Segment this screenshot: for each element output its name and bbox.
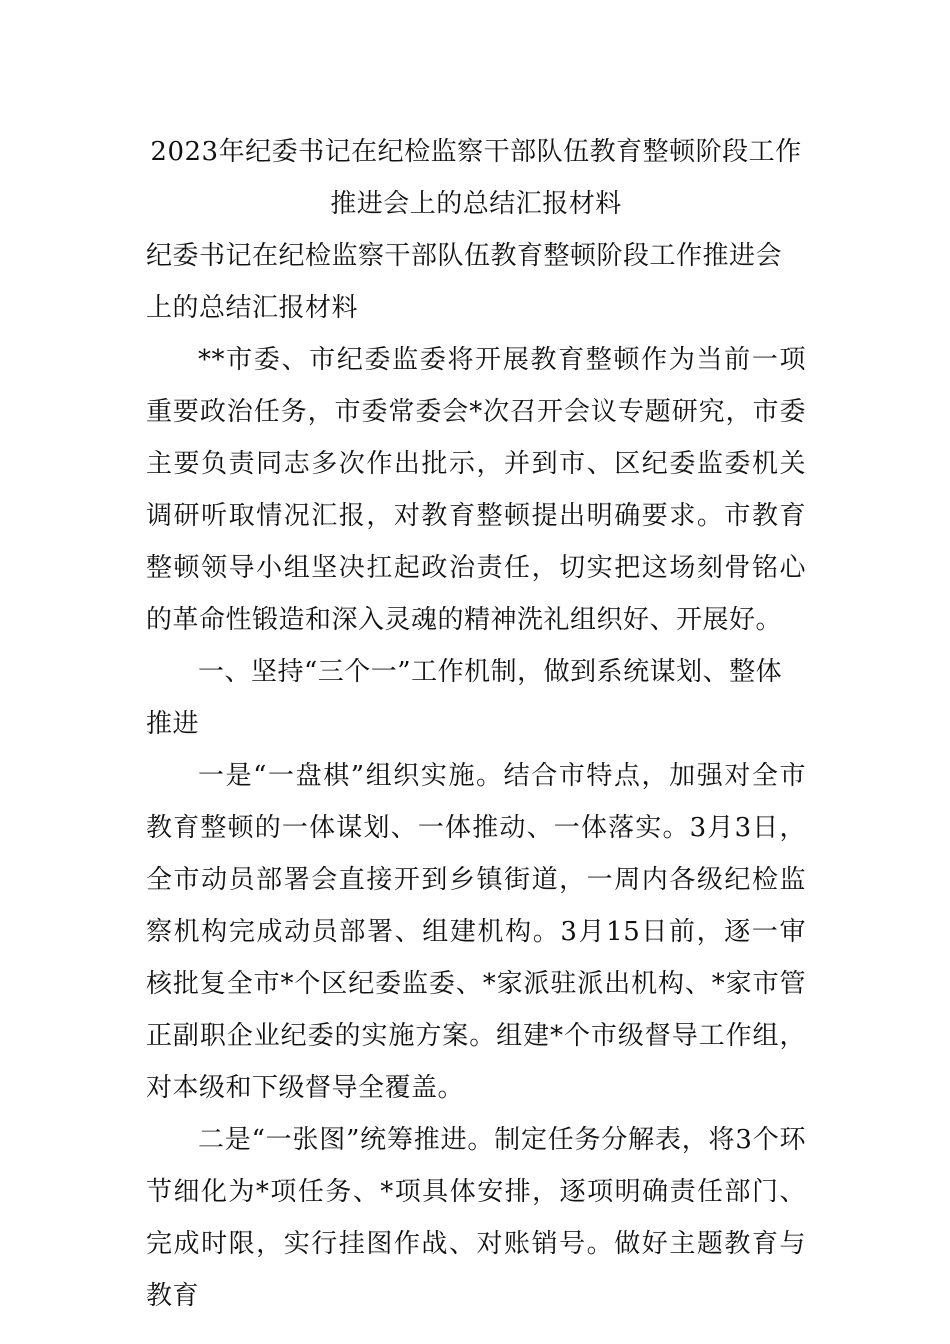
intro-paragraph: **市委、市纪委监委将开展教育整顿作为当前一项重要政治任务，市委常委会*次召开会议专题研究，市委主要负责同志多次作出批示，并到市、区纪委监委机关调研听取情况汇报，对教育整顿提出明确要求。市教育整顿领导小组坚决扛起政治责任，切实把这场刻骨铭心的革命性锻造和深入灵魂的精神洗礼组织好、开展好。 <box>146 345 806 635</box>
document-subtitle: 纪委书记在纪检监察干部队伍教育整顿阶段工作推进会上的总结汇报材料 <box>146 241 783 323</box>
section-heading-1: 一、坚持“三个一”工作机制，做到系统谋划、整体推进 <box>146 657 783 739</box>
body-paragraph-1: 一是“一盘棋”组织实施。结合市特点，加强对全市教育整顿的一体谋划、一体推动、一体落实。3月3日，全市动员部署会直接开到乡镇街道，一周内各级纪检监察机构完成动员部署、组建机构。3月15日前，逐一审核批复全市*个区纪委监委、*家派驻派出机构、*家市管正副职企业纪委的实施方案。组建*个市级督导工作组，对本级和下级督导全覆盖。 <box>146 761 806 1103</box>
document-title: 2023年纪委书记在纪检监察干部队伍教育整顿阶段工作推进会上的总结汇报材料 <box>150 137 802 219</box>
body-paragraph-2: 二是“一张图”统筹推进。制定任务分解表，将3个环节细化为*项任务、*项具体安排，逐项明确责任部门、完成时限，实行挂图作战、对账销号。做好主题教育与教育 <box>146 1125 806 1311</box>
document-page <box>146 126 806 1322</box>
